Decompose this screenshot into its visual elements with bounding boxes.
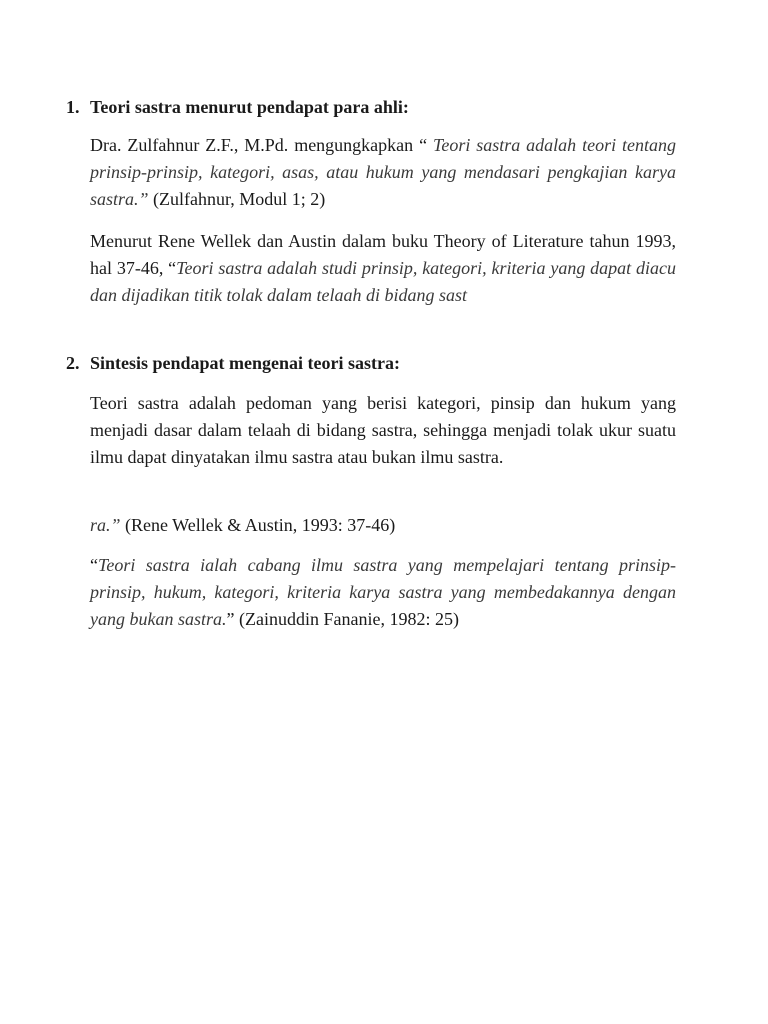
zulfahnur-citation: (Zulfahnur, Modul 1; 2) [148, 189, 326, 209]
section-1-paragraph-1 [90, 132, 676, 213]
zulfahnur-quote: Teori sastra adalah teori tentang prinsip-prinsip, kategori, asas, atau hukum yang mendasari pengkajian karya sastra.” [90, 135, 676, 209]
section-1-title: Teori sastra menurut pendapat para ahli: [90, 97, 409, 117]
fananie-quote: Teori sastra ialah cabang ilmu sastra yang mempelajari tentang prinsip-prinsip, hukum, kategori, kriteria karya sastra yang membedakannya dengan yang bukan sastra. [90, 555, 676, 629]
section-1-heading [66, 94, 686, 120]
wellek-quote-end: ra.” [90, 515, 121, 535]
section-2-title: Sintesis pendapat mengenai teori sastra: [90, 353, 400, 373]
section-2-paragraph-3 [90, 552, 676, 633]
section-1-number: 1. [66, 97, 80, 117]
section-2-paragraph-1 [90, 390, 676, 471]
wellek-quote: Teori sastra adalah studi prinsip, kategori, kriteria yang dapat diacu dan dijadikan titik tolak dalam telaah di bidang sast [90, 258, 676, 305]
section-2-number: 2. [66, 353, 80, 373]
fananie-open-quote: “ [90, 555, 98, 575]
zulfahnur-intro: Dra. Zulfahnur Z.F., M.Pd. mengungkapkan “ [90, 135, 433, 155]
section-1-paragraph-2 [90, 228, 676, 309]
wellek-intro: Menurut Rene Wellek dan Austin dalam buku Theory of Literature tahun 1993, hal 37-46, “ [90, 231, 676, 278]
synthesis-text: Teori sastra adalah pedoman yang berisi kategori, pinsip dan hukum yang menjadi dasar dalam telaah di bidang sastra, sehingga menjadi tolak ukur suatu ilmu dapat dinyatakan ilmu sastra atau bukan ilmu sastra. [90, 393, 676, 467]
section-2-paragraph-2 [90, 512, 676, 539]
wellek-citation: (Rene Wellek & Austin, 1993: 37-46) [120, 515, 396, 535]
fananie-citation: ” (Zainuddin Fananie, 1982: 25) [226, 609, 459, 629]
section-2-heading [66, 350, 686, 376]
